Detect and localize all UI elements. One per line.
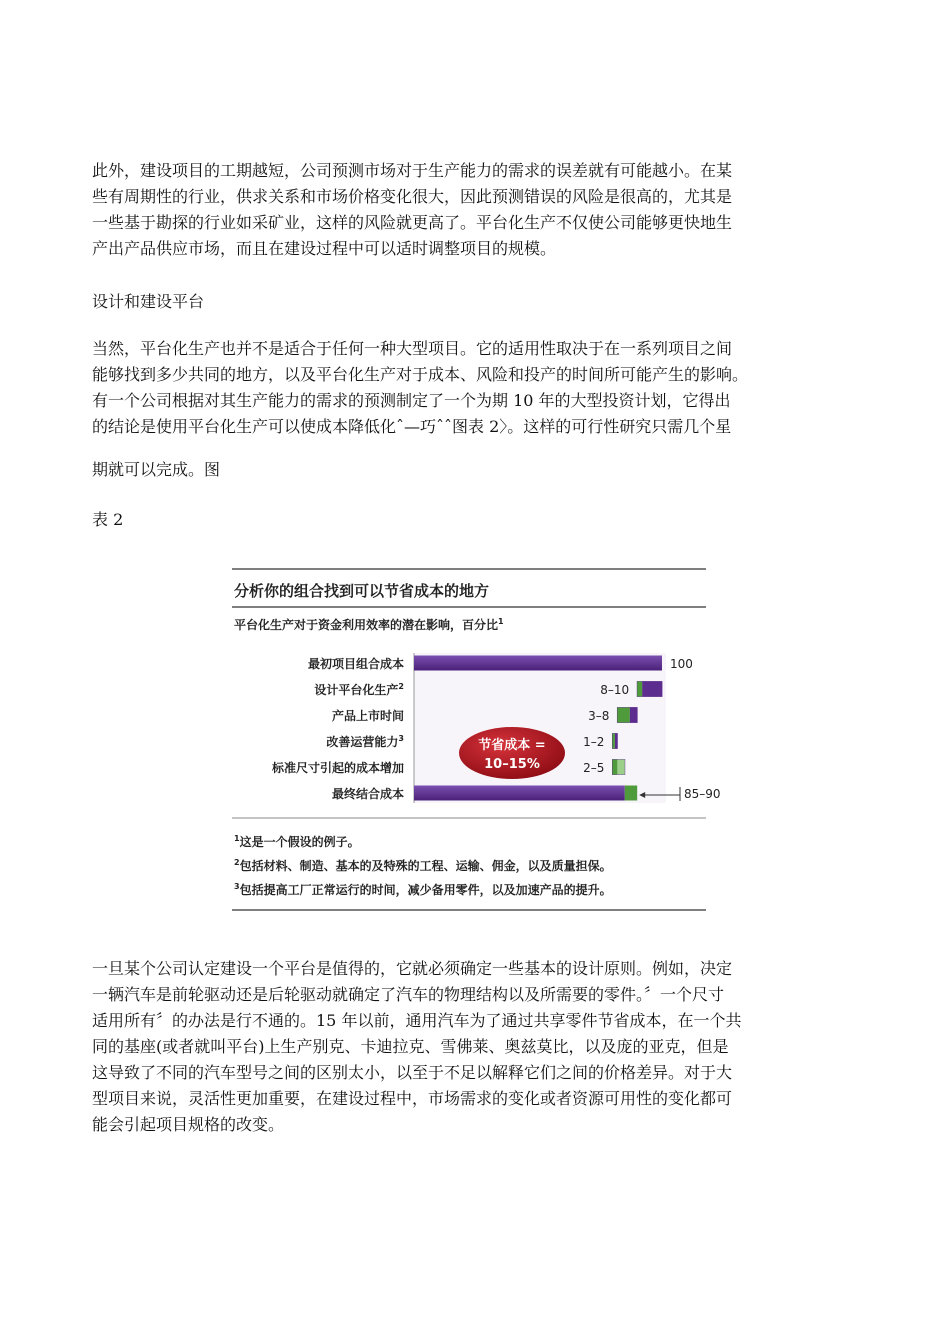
- text-line: 型项目来说，灵活性更加重要，在建设过程中，市场需求的变化或者资源可用性的变化都可: [92, 1089, 733, 1108]
- text-line: 一辆汽车是前轮驱动还是后轮驱动就确定了汽车的物理结构以及所需要的零件。〞一个尺寸: [92, 985, 725, 1004]
- text-line: 当然，平台化生产也并不是适合于任何一种大型项目。它的适用性取决于在一系列项目之间: [92, 339, 733, 358]
- row-label: [314, 682, 404, 697]
- bar-solid: [642, 682, 662, 697]
- bar-solid-green: [617, 708, 629, 723]
- row-label: [271, 760, 404, 775]
- footnote-marker: 2: [234, 858, 240, 867]
- callout-line2: 10–15%: [484, 757, 540, 772]
- waterfall-chart: [232, 567, 721, 913]
- bar-final-range: [625, 786, 637, 801]
- row-label-text: 改善运营能力: [326, 735, 399, 749]
- row-value: 100: [670, 657, 693, 671]
- chart-subtitle: 平台化生产对于资金利用效率的潜在影响，百分比$^1$: [234, 617, 504, 632]
- bar-solid-green: [637, 682, 642, 697]
- text-line: 能够找到多少共同的地方，以及平台化生产对于成本、风险和投产的时间所可能产生的影响。: [92, 365, 749, 384]
- plot-area: [414, 653, 666, 803]
- section-heading: 设计和建设平台: [92, 292, 205, 311]
- footnote-text: 这是一个假设的例子。: [239, 835, 360, 849]
- row-label: [332, 708, 404, 723]
- text-line: 适用所有〞的办法是行不通的。15 年以前，通用汽车为了通过共享零件节省成本，在一个共: [92, 1011, 742, 1030]
- bar-solid-light: [617, 760, 624, 775]
- bar-solid-green: [612, 734, 614, 749]
- footnote-text: 包括材料、制造、基本的及特殊的工程、运输、佣金，以及质量担保。: [239, 859, 612, 873]
- callout-line1: 节省成本 =: [478, 738, 546, 753]
- text-line: 这导致了不同的汽车型号之间的区别太小，以至于不足以解释它们之间的价格差异。对于大: [92, 1063, 733, 1082]
- text-line: 能会引起项目规格的改变。: [92, 1115, 285, 1134]
- row-value: 85–90: [684, 787, 721, 801]
- row-label-text: 标准尺寸引起的成本增加: [271, 761, 404, 775]
- text-line: 此外，建设项目的工期越短，公司预测市场对于生产能力的需求的误差就有可能越小。在某: [92, 161, 733, 180]
- footnote-marker: 1: [234, 834, 240, 843]
- text-line: 有一个公司根据对其生产能力的需求的预测制定了一个为期 10 年的大型投资计划，它得出: [92, 391, 731, 410]
- row-label-text: 产品上市时间: [331, 709, 404, 723]
- text-line: 一些基于勘探的行业如采矿业，这样的风险就更高了。平台化生产不仅使公司能够更快地生: [92, 213, 733, 232]
- footnote: [234, 882, 612, 897]
- text-line: 一旦某个公司认定建设一个平台是值得的，它就必须确定一些基本的设计原则。例如，决定: [92, 959, 733, 978]
- row-label-superscript: 2: [398, 682, 404, 691]
- text-line: 同的基座(或者就叫平台)上生产别克、卡迪拉克、雪佛莱、奥兹莫比，以及庞的亚克，但是: [92, 1037, 729, 1056]
- bar-total: [414, 656, 662, 671]
- row-label-text: 设计平台化生产: [314, 683, 399, 697]
- paragraph-intro: [92, 158, 862, 262]
- row-label-text: 最终结合成本: [331, 787, 404, 801]
- footnotes: [234, 834, 612, 897]
- chart-figure: [232, 567, 721, 913]
- row-label: [308, 656, 404, 671]
- table-label: 表 2: [92, 510, 124, 529]
- row-value: 8–10: [600, 683, 630, 697]
- row-label: [332, 786, 404, 801]
- row-label-superscript: 3: [398, 734, 404, 743]
- row-label: [326, 734, 404, 749]
- row-value: 1–2: [583, 735, 605, 749]
- bar-solid: [615, 734, 617, 749]
- bar-final: [414, 786, 625, 801]
- text-line: 的结论是使用平台化生产可以使成本降低化ˆ—巧ˆˆ图表 2〉。这样的可行性研究只需几个星: [92, 417, 732, 436]
- paragraph-platform: [92, 336, 862, 440]
- footnote-text: 包括提高工厂正常运行的时间，减少备用零件，以及加速产品的提升。: [239, 883, 612, 897]
- row-label-text: 最初项目组合成本: [307, 657, 404, 671]
- chart-rows: [271, 653, 721, 803]
- chart-title: 分析你的组合找到可以节省成本的地方: [234, 582, 490, 600]
- bar-solid: [612, 760, 617, 775]
- footnote-marker: 3: [234, 882, 240, 891]
- paragraph-tail: 期就可以完成。图: [92, 460, 221, 479]
- paragraph-design: [92, 956, 862, 1138]
- bar-solid: [630, 708, 637, 723]
- savings-callout: [459, 727, 565, 779]
- row-value: 2–5: [583, 761, 605, 775]
- footnote: [234, 858, 612, 873]
- row-value: 3–8: [588, 709, 610, 723]
- subtitle-superscript: 1: [498, 617, 504, 626]
- text-line: 些有周期性的行业，供求关系和市场价格变化很大，因此预测错误的风险是很高的，尤其是: [92, 187, 733, 206]
- text-line: 产出产品供应市场，而且在建设过程中可以适时调整项目的规模。: [92, 239, 557, 258]
- footnote: [234, 834, 360, 849]
